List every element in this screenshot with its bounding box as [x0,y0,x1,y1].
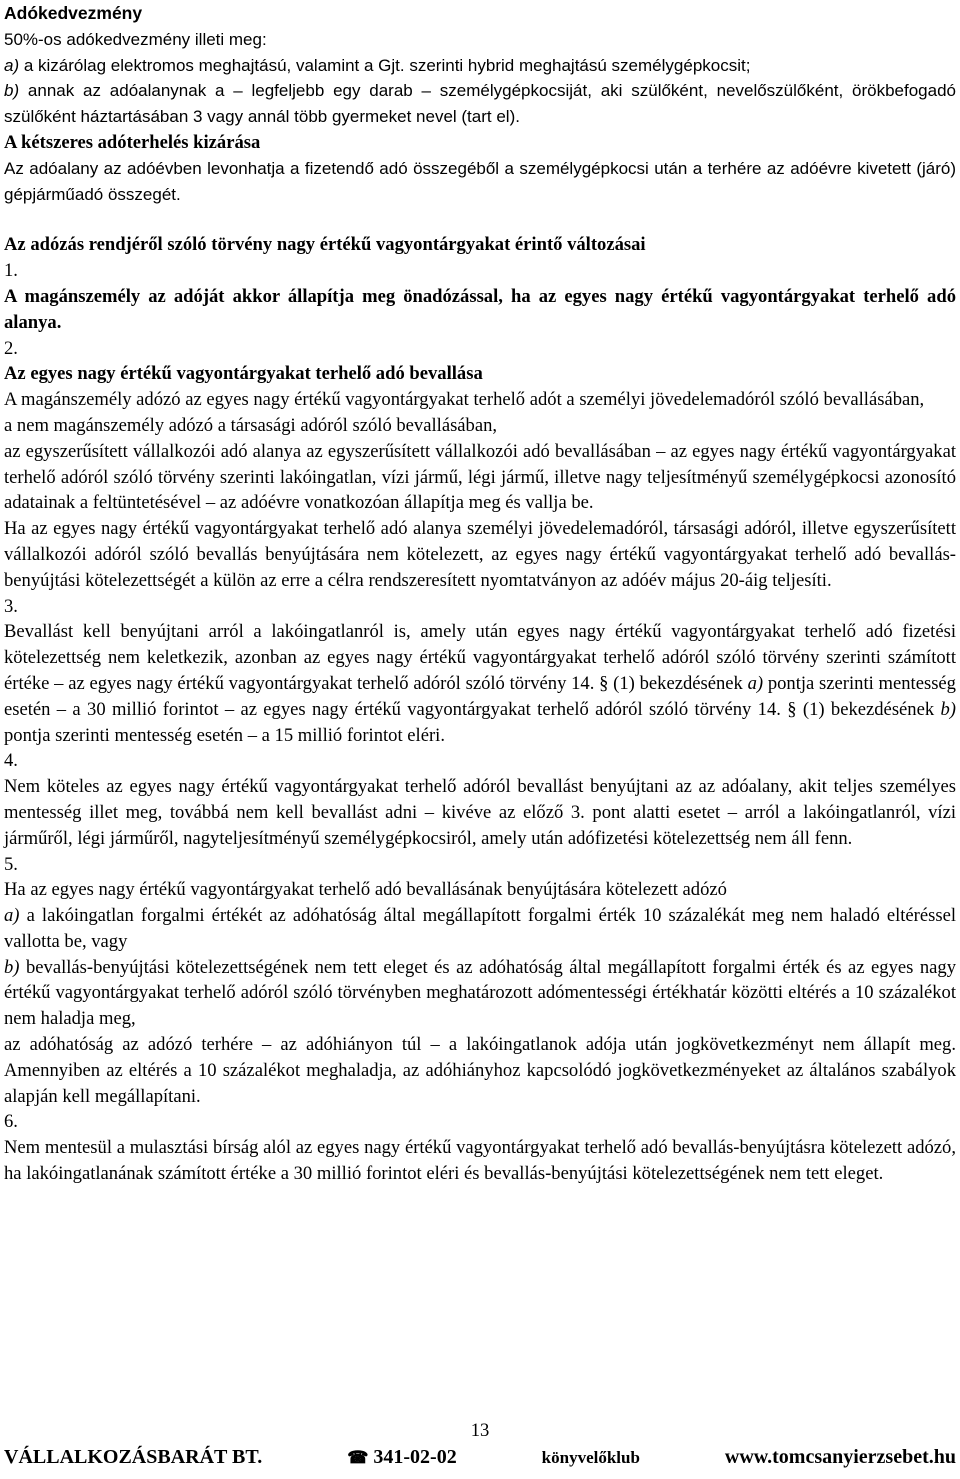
paragraph-4: Nem köteles az egyes nagy értékű vagyontárgyakat terhelő adóról bevallást benyújtani az az adóalany, akit teljes személyes mentesség illet meg, továbbá nem kell bevallást adni – kivéve az előző 3. pont alatti esetet – arról a lakóingatlanról, vízi járműről, légi járműről, nagyteljesítményű személygépkocsiról, amely után adófizetési kötelezettség nem áll fenn. [4,776,956,849]
paragraph-1: A magánszemély az adóját akkor állapítja meg önadózással, ha az egyes nagy értékű vagyontárgyakat terhelő adó alanya. [4,285,956,333]
list-item-b [4,78,956,130]
item-number-3: 3. [4,595,18,617]
paragraph-3-part-b: pontja szerinti mentesség esetén – a 30 millió forintot – az egyes nagy értékű vagyontárgyakat terhelő adóról szóló törvény 14. § (1) bekezdésének [4,672,956,720]
item-number-1: 1. [4,260,18,282]
footer-phone: 341-02-02 [373,1446,457,1468]
paragraph-3-part-c: pontja szerinti mentesség esetén – a 15 millió forintot eléri. [4,724,445,746]
item-number-6: 6. [4,1111,18,1133]
footer-brand: könyvelőklub [541,1448,640,1467]
item-number-2: 2. [4,337,18,359]
paragraph-5-c: az adóhatóság az adózó terhére – az adóhiányon túl – a lakóingatlanok adója után jogkövetkezményt nem állapít meg. Amennyiben az eltérés a 10 százalékot meghaladja, az adóhiányhoz kapcsolódó jogkövetkezményeket az általános szabályok alapján kell megállapítani. [4,1034,956,1107]
telephone-icon: ☎ [347,1448,369,1467]
document-page [4,1,956,1187]
footer-line [4,1445,956,1471]
paragraph-5-b [4,955,956,1032]
paragraph-6: Nem mentesül a mulasztási bírság alól az egyes nagy értékű vagyontárgyakat terhelő adó bevallás-benyújtásra kötelezett adózó, ha lakóingatlanának számított értéke a 30 millió forintot eléri és bevallás-benyújtási kötelezettségének nem tett eleget. [4,1137,956,1185]
paragraph-5-a [4,903,956,955]
item-number-4: 4. [4,750,18,772]
page-footer [4,1418,956,1478]
subtitle-ketszeres: A kétszeres adóterhelés kizárása [4,131,261,153]
item-number-5: 5. [4,853,18,875]
list-text-b: annak az adóalanynak a – legfeljebb egy darab – személygépkocsiját, aki szülőként, nevelőszülőként, örökbefogadó szülőként háztartásában 3 vagy annál több gyermeket nevel (tart el). [4,81,956,127]
footer-website[interactable]: www.tomcsanyierzsebet.hu [724,1446,956,1468]
intro-text: 50%-os adókedvezmény illeti meg: [4,29,267,49]
paragraph-5-text-a: a lakóingatlan forgalmi értékét az adóhatóság által megállapított forgalmi érték 10 százalékát meg nem haladó eltéréssel vallotta be, vagy [4,905,956,952]
list-label-b: b) [4,81,20,101]
paragraph-3 [4,619,956,748]
paragraph-5-intro: Ha az egyes nagy értékű vagyontárgyakat terhelő adó bevallásának benyújtására kötelezett adózó [4,879,727,901]
paragraph-2-d: Ha az egyes nagy értékű vagyontárgyakat terhelő adó alanya személyi jövedelemadóról, társasági adóról, illetve egyszerűsített vállalkozói adóról szóló bevallás benyújtására nem kötelezett, az egyes nagy értékű vagyontárgyakat terhelő adó bevallás-benyújtási kötelezettségét a külön az erre a célra rendszeresített nyomtatványon az adóév május 20-áig teljesíti. [4,518,956,591]
paragraph-2-title: Az egyes nagy értékű vagyontárgyakat terhelő adó bevallása [4,363,483,385]
footer-company: VÁLLALKOZÁSBARÁT BT. [4,1446,263,1468]
page-number: 13 [470,1420,490,1441]
paragraph-3-label-b: b) [940,698,956,720]
paragraph-2-b: a nem magánszemély adózó a társasági adóról szóló bevallásában, [4,414,498,436]
paragraph-5-label-b: b) [4,956,20,978]
paragraph-3-label-a: a) [747,672,764,694]
paragraph-5-text-b: bevallás-benyújtási kötelezettségének nem tett eleget és az adóhatóság által megállapított forgalmi érték és az egyes nagy értékű vagyontárgyakat terhelő adóról szóló törvényben meghatározott adómentességi értékhatár közötti eltérés a 10 százalékot nem haladja meg, [4,956,956,1030]
list-text-a: a kizárólag elektromos meghajtású, valamint a Gjt. szerinti hybrid meghajtású személygépkocsit; [19,55,751,75]
paragraph-5-label-a: a) [4,905,20,927]
paragraph-3-part-a: Bevallást kell benyújtani arról a lakóingatlanról is, amely után egyes nagy értékű vagyontárgyakat terhelő adó fizetési kötelezettség nem keletkezik, azonban az egyes nagy értékű vagyontárgyakat terhelő adóról szóló törvény szerinti számított értéke – az egyes nagy értékű vagyontárgyakat terhelő adóról szóló törvény 14. § (1) bekezdésének [4,621,956,694]
subtitle-paragraph: Az adóalany az adóévben levonhatja a fizetendő adó összegéből a személygépkocsi után a terhére az adóévre kivetett (járó) gépjárműadó összegét. [4,158,956,204]
section-title-adokedvezmeny: Adókedvezmény [4,3,143,23]
paragraph-2-a: A magánszemély adózó az egyes nagy értékű vagyontárgyakat terhelő adót a személyi jövedelemadóról szóló bevallásában, [4,389,925,411]
list-item-a [4,53,956,79]
list-label-a: a) [4,55,20,75]
paragraph-2-c: az egyszerűsített vállalkozói adó alanya az egyszerűsített vállalkozói adó bevallásában – az egyes nagy értékű vagyontárgyakat terhelő adóról szóló törvény szerinti lakóingatlan, vízi jármű, légi jármű, illetve nagy teljesítményű személygépkocsi azonosító adatainak a feltüntetésével – az adóévre vonatkozóan állapítja meg és vallja be. [4,440,956,514]
footer-phone-group [347,1445,457,1471]
section-title-adozas: Az adózás rendjéről szóló törvény nagy értékű vagyontárgyakat érintő változásai [4,234,646,256]
